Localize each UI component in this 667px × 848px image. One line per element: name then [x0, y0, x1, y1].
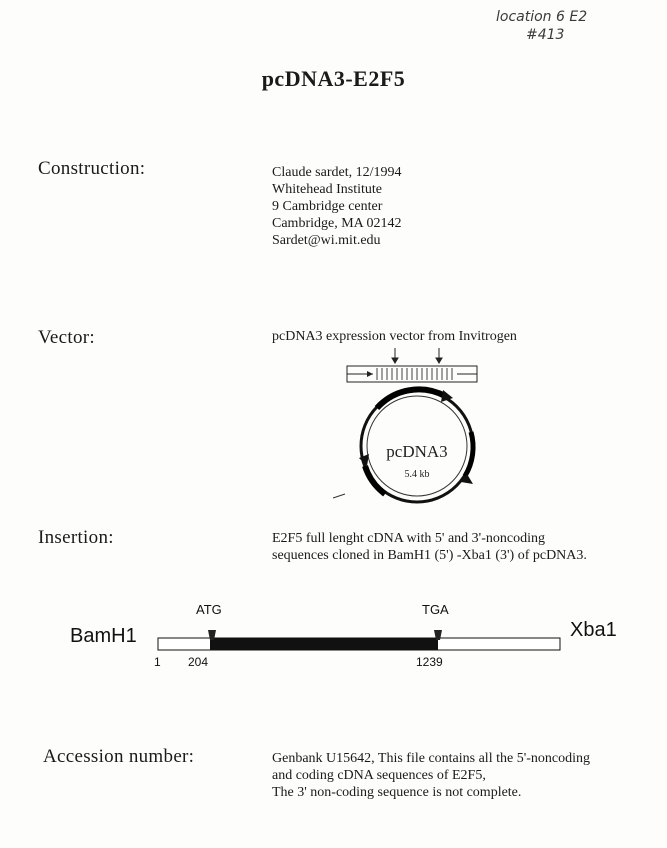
handwritten-location: location 6 E2: [496, 9, 588, 25]
plasmid-map: [325, 346, 505, 506]
construction-author: Claude sardet, 12/1994: [272, 165, 402, 180]
position-atg: 204: [188, 655, 209, 669]
construction-institute: Whitehead Institute: [272, 182, 383, 197]
construction-street: 9 Cambridge center: [272, 199, 383, 214]
accession-label: Accession number:: [43, 746, 195, 767]
cdna-coding-region: [210, 638, 438, 650]
bamh1-site-label: BamH1: [70, 625, 137, 647]
polylinker-box: [347, 366, 477, 382]
construction-city: Cambridge, MA 02142: [272, 216, 402, 231]
plasmid-name: pcDNA3: [386, 442, 448, 461]
insertion-description: [272, 530, 587, 564]
insertion-label: Insertion:: [38, 527, 114, 548]
insertion-line-2: sequences cloned in BamH1 (5') -Xba1 (3') of pcDNA3.: [272, 548, 587, 563]
vector-description: pcDNA3 expression vector from Invitrogen: [272, 329, 517, 344]
position-start: 1: [154, 655, 161, 669]
xba1-site-label: Xba1: [570, 619, 617, 641]
accession-line-1: Genbank U15642, This file contains all the 5'-noncoding: [272, 751, 590, 766]
plasmid-size: 5.4 kb: [404, 469, 430, 480]
insertion-line-1: E2F5 full lenght cDNA with 5' and 3'-noncoding: [272, 531, 545, 546]
atg-label: ATG: [196, 602, 222, 617]
construction-label: Construction:: [38, 158, 146, 179]
construction-email: Sardet@wi.mit.edu: [272, 233, 381, 248]
tga-label: TGA: [422, 602, 449, 617]
accession-line-2: and coding cDNA sequences of E2F5,: [272, 768, 486, 783]
vector-label: Vector:: [38, 327, 95, 348]
handwritten-note: [496, 8, 587, 44]
insert-map: [70, 596, 630, 676]
construction-details: [272, 164, 402, 249]
page-title: pcDNA3-E2F5: [261, 66, 406, 91]
handwritten-number: #413: [526, 27, 565, 43]
position-tga: 1239: [416, 655, 443, 669]
accession-line-3: The 3' non-coding sequence is not complete.: [272, 785, 522, 800]
accession-details: [272, 750, 590, 801]
polylinker-arrows: [392, 348, 442, 363]
